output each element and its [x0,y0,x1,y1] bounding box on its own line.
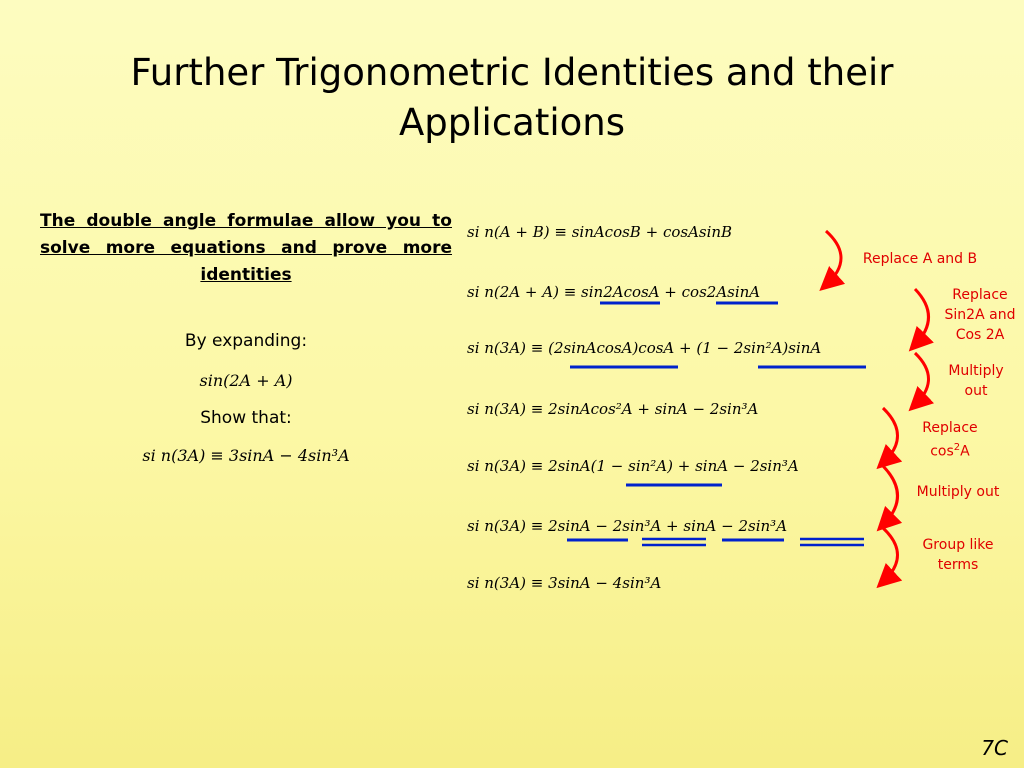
arrow-replace-cos2a [883,408,898,463]
by-expanding-label: By expanding: [184,331,308,351]
note-group-like-terms: Group like terms [922,537,994,573]
arrow-multiply-2 [883,466,898,525]
note-replace-cos2a-sup: 2 [953,442,961,453]
arrow-group [883,528,898,582]
step-7: si n(3A) ≡ 3sinA − 4sin³A [467,574,662,592]
step-2: si n(2A + A) ≡ sin2AcosA + cos2AsinA [467,283,761,301]
step-1: si n(A + B) ≡ sinAcosB + cosAsinB [467,223,733,241]
note-replace-cos2a-prefix: Replace cos [922,420,978,460]
page-number: 7C [981,736,1008,760]
note-replace-ab: Replace A and B [862,251,978,267]
arrow-replace-ab [826,231,841,285]
step-5: si n(3A) ≡ 2sinA(1 − sin²A) + sinA − 2sin³A [467,457,799,475]
note-replace-cos2a [910,418,990,462]
step-4: si n(3A) ≡ 2sinAcos²A + sinA − 2sin³A [467,400,759,418]
note-replace-cos2a-suffix: A [960,443,970,460]
arrow-multiply-1 [915,353,929,405]
page-title: Further Trigonometric Identities and their Applications [130,51,894,144]
arrow-replace-sin2a [915,289,929,345]
expand-expression: sin(2A + A) [199,371,293,390]
note-multiply-out-1: Multiply out [948,363,1004,399]
show-that-label: Show that: [200,408,292,428]
note-multiply-out-2: Multiply out [916,484,1000,500]
show-expression: si n(3A) ≡ 3sinA − 4sin³A [142,446,350,465]
step-3: si n(3A) ≡ (2sinAcosA)cosA + (1 − 2sin²A)sinA [467,339,822,357]
note-replace-sin2a: Replace Sin2A and Cos 2A [944,287,1016,343]
intro-text: The double angle formulae allow you to solve more equations and prove more identities [40,211,452,285]
step-6: si n(3A) ≡ 2sinA − 2sin³A + sinA − 2sin³A [467,517,788,535]
